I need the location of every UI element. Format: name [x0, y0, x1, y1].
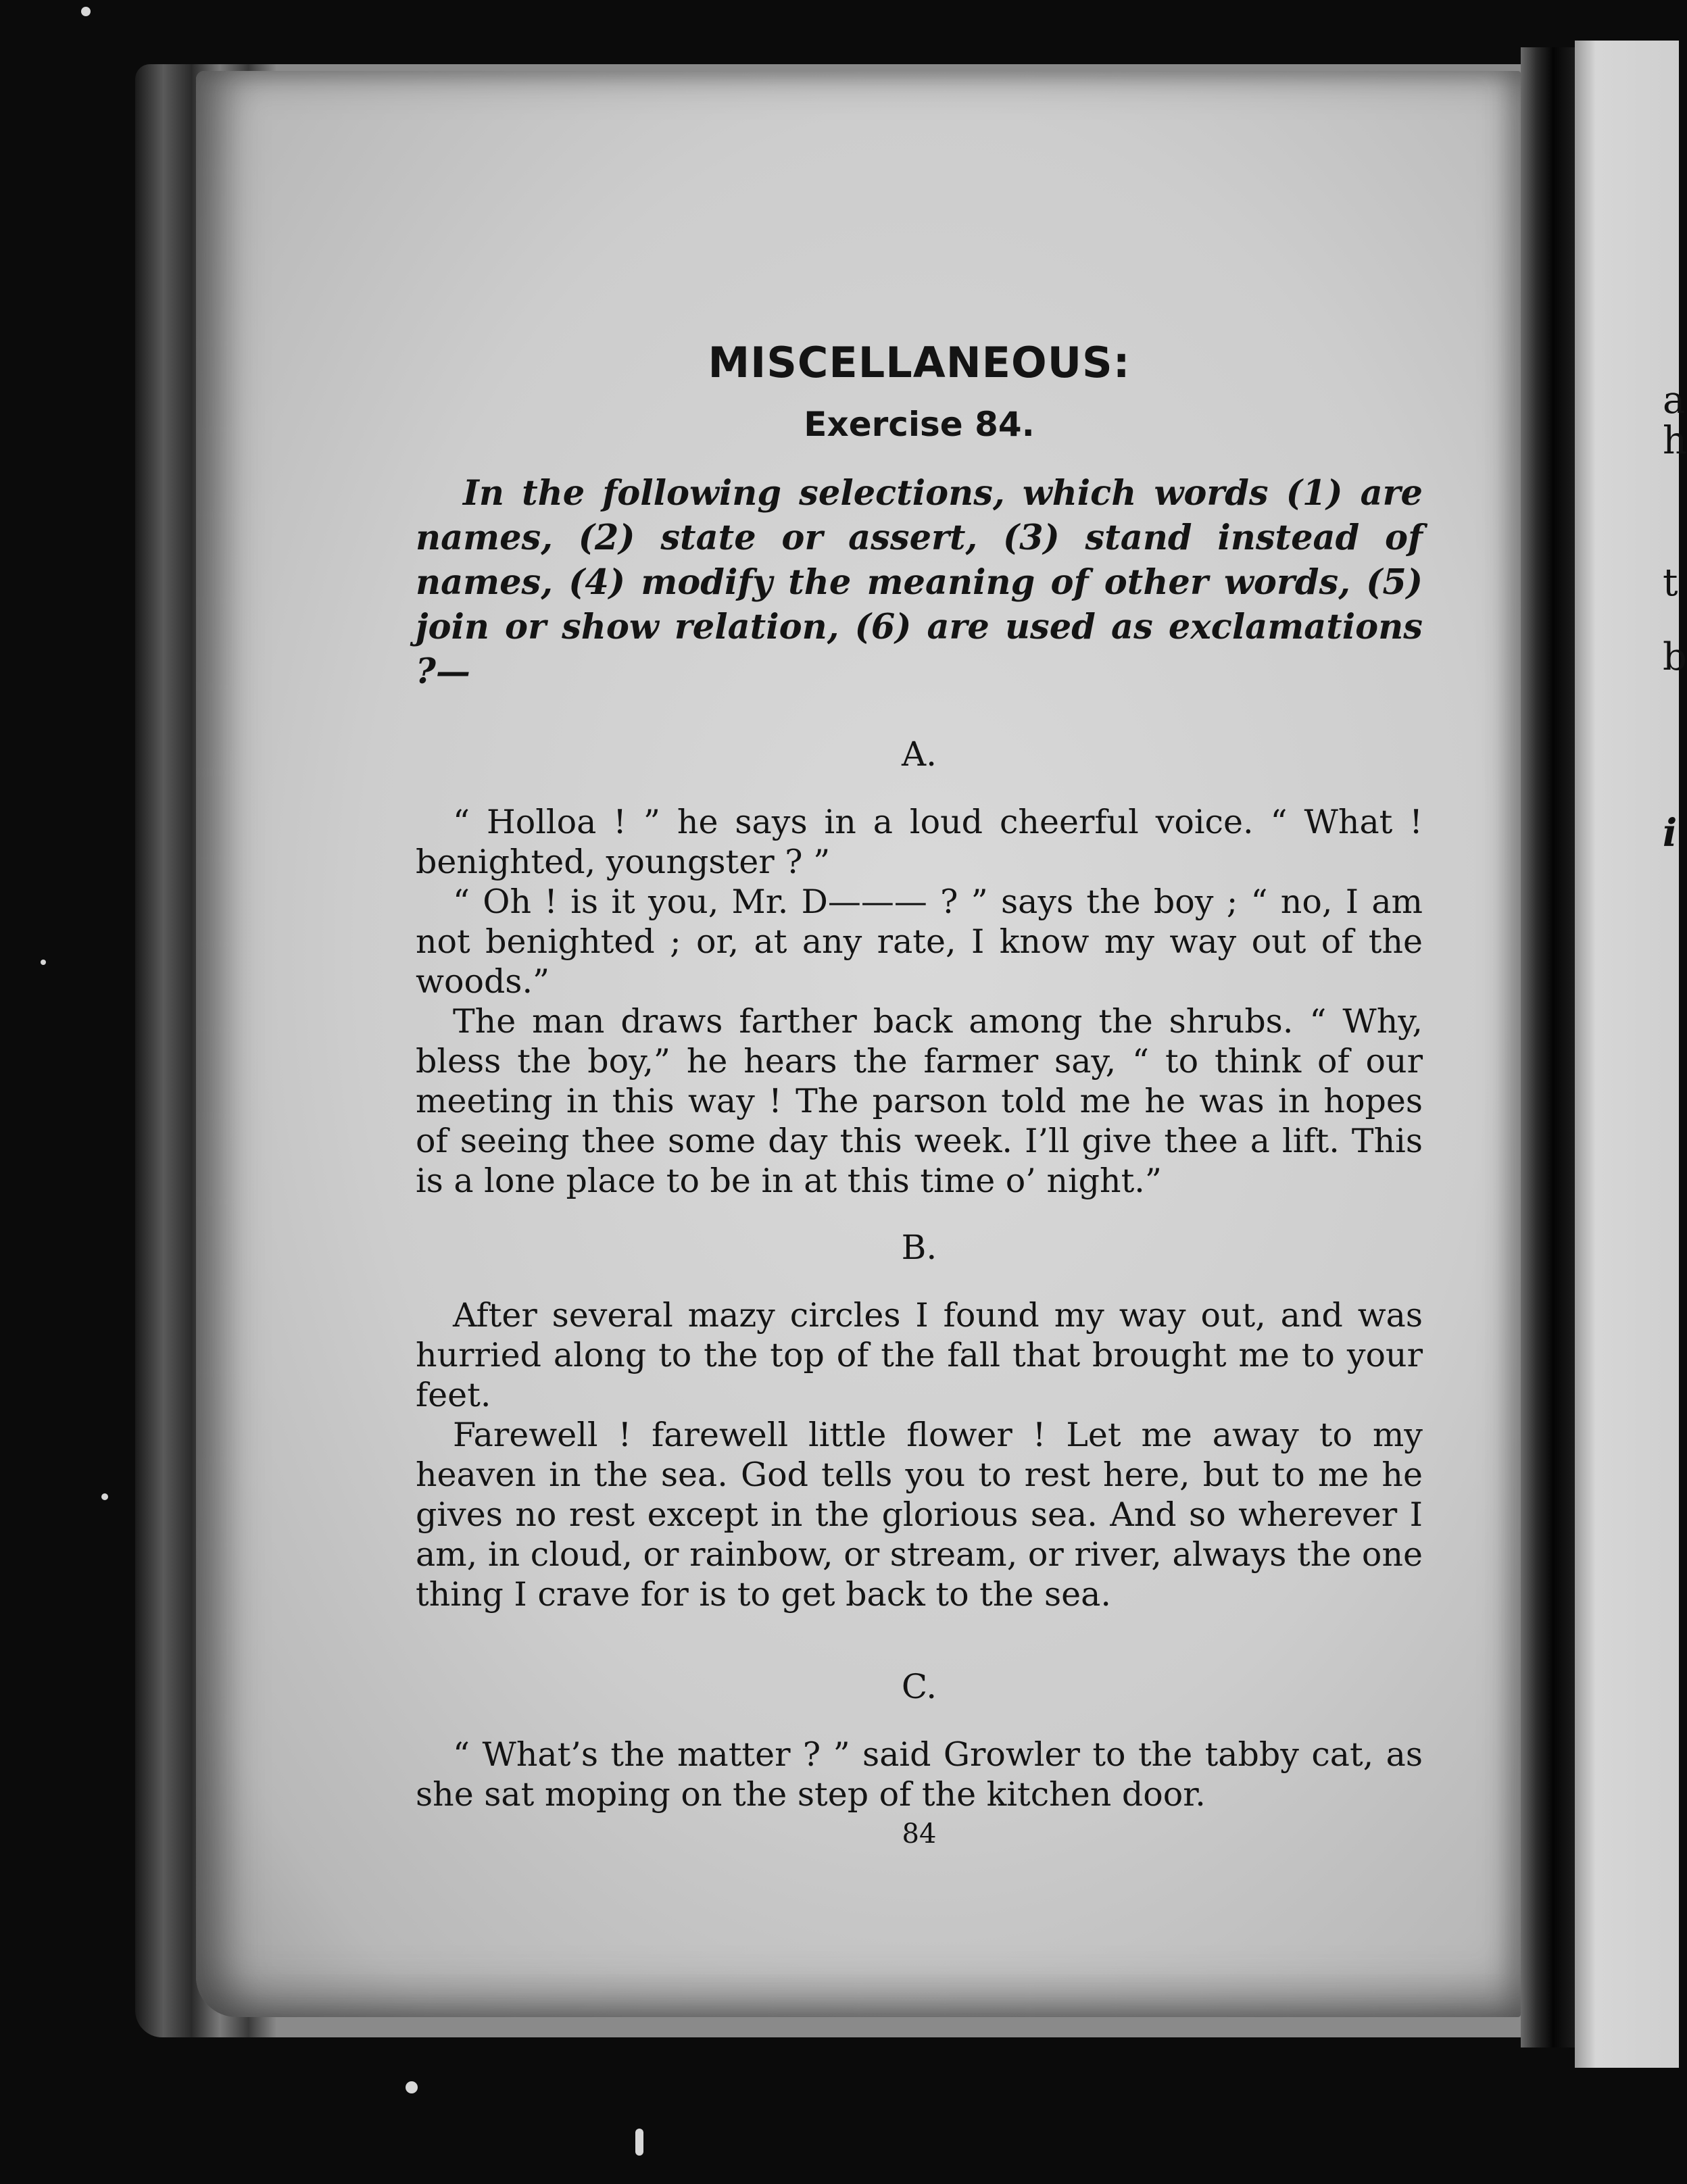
exercise-instruction: In the following selections, which words (1) are names, (2) state or assert, (3) stand instead of names, (4) modify the meaning of other words, (5) join or show relation, (6) are used as exclamations ?— — [416, 473, 1423, 692]
adjacent-page-letter: b — [1663, 635, 1687, 679]
section-c — [416, 1667, 1423, 1814]
section-a — [416, 735, 1423, 1201]
paragraph: Farewell ! farewell little flower ! Let me away to my heaven in the sea. God tells you to rest here, but to me he gives no rest except in the glorious sea. And so wherever I am, in cloud, or rainbow, or stream, or river, always the one thing I crave for is to get back to the sea. — [416, 1416, 1423, 1614]
adjacent-page — [1575, 41, 1687, 2068]
dust-speck — [101, 1493, 108, 1500]
dust-speck — [81, 7, 91, 16]
exercise-title: Exercise 84. — [804, 405, 1035, 444]
section-label: B. — [901, 1228, 937, 1267]
dust-speck — [406, 2081, 418, 2093]
paragraph: “ What’s the matter ? ” said Growler to the tabby cat, as she sat moping on the step of the kitchen door. — [416, 1735, 1423, 1814]
adjacent-page-letter: i — [1663, 811, 1678, 855]
paragraph: “ Holloa ! ” he says in a loud cheerful voice. “ What ! benighted, youngster ? ” — [416, 803, 1423, 881]
section-b — [416, 1228, 1423, 1614]
section-spacer — [416, 1201, 1423, 1228]
paragraph: The man draws farther back among the shrubs. “ Why, bless the boy,” he hears the farmer say, “ to think of our meeting in this way ! The parson told me he was in hopes of seeing thee some day this week. I’ll give thee a lift. This is a lone place to be in at this time o’ night.” — [416, 1002, 1423, 1200]
adjacent-page-letter: t — [1663, 561, 1678, 605]
section-spacer — [416, 1614, 1423, 1667]
dust-speck — [41, 960, 46, 965]
page-content — [416, 338, 1423, 1850]
page-number: 84 — [902, 1818, 937, 1850]
paragraph: “ Oh ! is it you, Mr. D——— ? ” says the boy ; “ no, I am not benighted ; or, at any rate, I know my way out of the woods.” — [416, 883, 1423, 1001]
section-label: A. — [901, 735, 937, 774]
adjacent-page-letter: h — [1663, 419, 1687, 463]
section-label: C. — [901, 1667, 937, 1706]
dust-speck — [635, 2129, 643, 2156]
adjacent-page-letter: a — [1663, 378, 1686, 422]
paragraph: After several mazy circles I found my way out, and was hurried along to the top of the fall that brought me to your feet. — [416, 1296, 1423, 1414]
book-spine — [1521, 47, 1575, 2048]
page-heading: MISCELLANEOUS: — [708, 338, 1131, 387]
